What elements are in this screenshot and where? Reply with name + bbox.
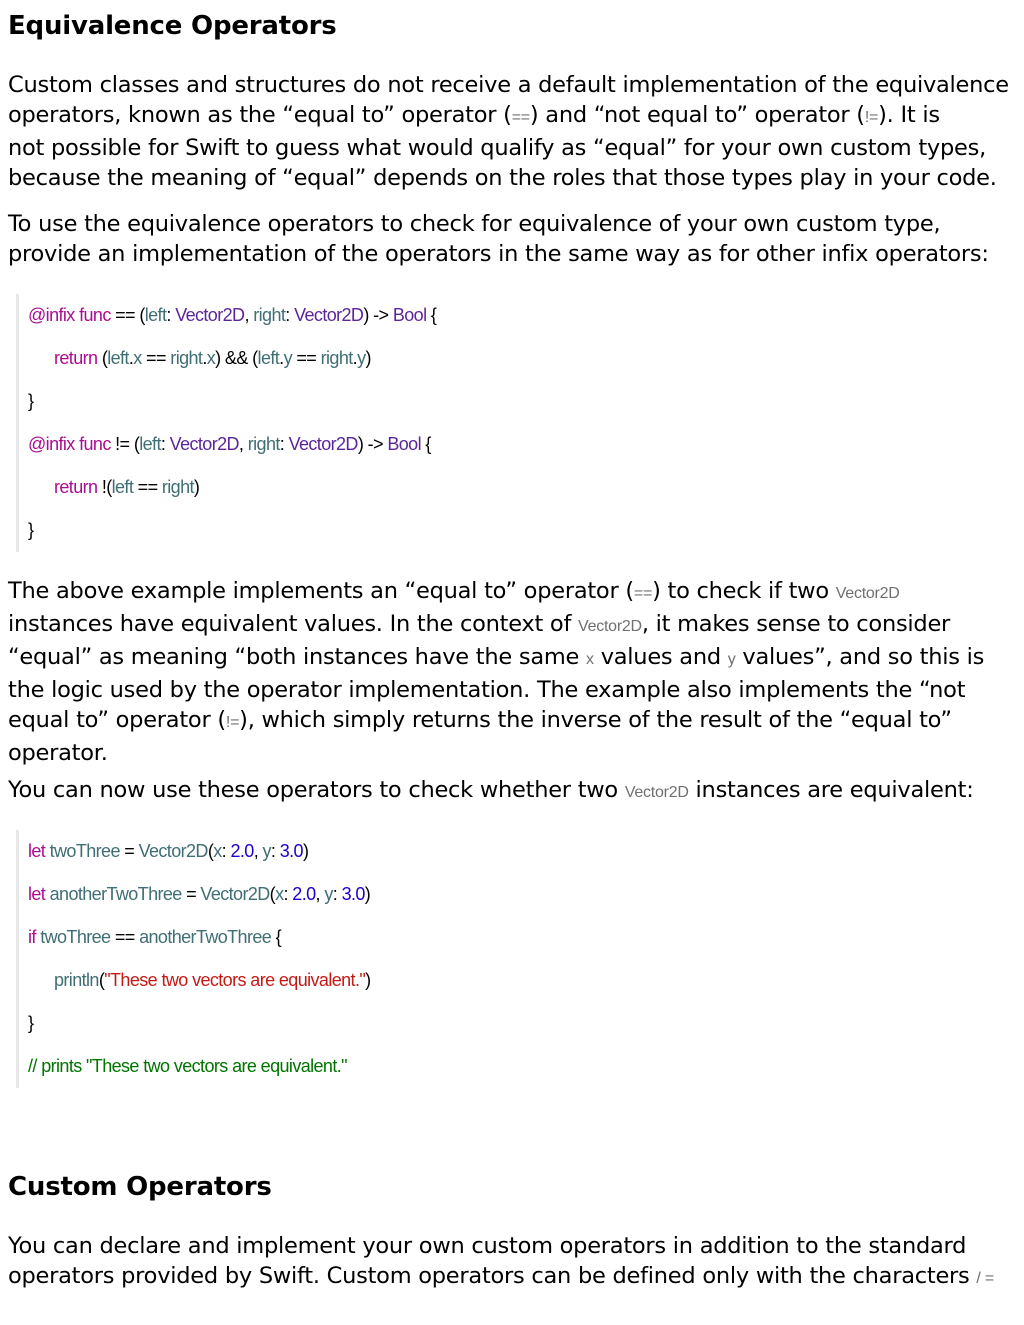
code-token: left: [144, 305, 167, 325]
code-token: ,: [244, 305, 254, 325]
code-token: func: [79, 434, 111, 454]
code-token: :: [270, 841, 280, 861]
text-run: values and: [593, 644, 728, 670]
code-token: twoThree: [35, 927, 111, 947]
text-run: ) and “not equal to” operator (: [529, 102, 865, 128]
code-line: [28, 959, 1008, 1002]
code-token: 3.0: [279, 841, 303, 861]
text-run: You can now use these operators to check whether two: [8, 777, 625, 803]
code-token: 3.0: [341, 884, 365, 904]
code-line: [28, 830, 1008, 873]
text-run: Custom classes and structures do not receive a default implementation of the equivalence: [8, 72, 1009, 98]
code-token: @infix: [28, 434, 75, 454]
text-run: ). It is: [878, 102, 940, 128]
code-token: left: [257, 348, 280, 368]
inline-code: y: [727, 651, 736, 668]
code-line: [28, 423, 1008, 466]
inline-code: !=: [225, 714, 240, 731]
code-token: right: [253, 305, 286, 325]
code-token: right: [320, 348, 353, 368]
text-run: because the meaning of “equal” depends on the roles that those types play in your code.: [8, 165, 997, 191]
code-token: =: [181, 884, 201, 904]
code-token: {: [271, 927, 282, 947]
code-token: !(: [97, 477, 112, 497]
text-run: operators, known as the “equal to” operator (: [8, 102, 512, 128]
code-block-operators: [16, 294, 1008, 552]
code-token: ,: [315, 884, 325, 904]
code-token: .: [202, 348, 207, 368]
code-token: y: [283, 348, 292, 368]
code-token: x: [133, 348, 142, 368]
code-token: ,: [238, 434, 248, 454]
code-token: Vector2D: [175, 305, 245, 325]
code-token: left: [111, 477, 134, 497]
equivalence-heading: Equivalence Operators: [8, 11, 337, 41]
code-token: :: [279, 434, 289, 454]
text-run: operator.: [8, 740, 108, 766]
inline-code: Vector2D: [835, 585, 900, 602]
equivalence-check-paragraph: [8, 775, 974, 808]
code-token: x: [275, 884, 284, 904]
text-run: not possible for Swift to guess what would qualify as “equal” for your own custom types,: [8, 135, 986, 161]
text-run: operators provided by Swift. Custom operators can be defined only with the characters: [8, 1263, 977, 1289]
inline-code: Vector2D: [624, 784, 689, 801]
inline-code: Vector2D: [578, 618, 642, 635]
code-token: (: [207, 841, 214, 861]
code-token: :: [332, 884, 342, 904]
code-line: [28, 873, 1008, 916]
code-token: {: [420, 434, 431, 454]
code-token: (: [97, 348, 108, 368]
equivalence-explanation-paragraph: [8, 576, 984, 768]
code-token: }: [28, 520, 34, 540]
inline-code: ==: [511, 109, 530, 126]
code-token: .: [279, 348, 284, 368]
code-token: ): [193, 477, 200, 497]
code-token: (: [98, 970, 105, 990]
code-token: ) ->: [363, 305, 393, 325]
text-run: To use the equivalence operators to check for equivalence of your own custom type,: [8, 211, 941, 237]
code-token: (: [269, 884, 276, 904]
text-run: the logic used by the operator implementation. The example also implements the “not: [8, 677, 966, 703]
code-token: left: [107, 348, 129, 368]
code-token: != (: [110, 434, 140, 454]
code-token: Vector2D: [200, 884, 270, 904]
text-run: , it makes sense to consider: [641, 611, 951, 637]
code-line: [28, 916, 1008, 959]
code-token: =: [119, 841, 139, 861]
code-line: [28, 509, 1008, 552]
text-run: “equal” as meaning “both instances have the same: [8, 644, 587, 670]
code-token: right: [170, 348, 203, 368]
code-token: ==: [291, 348, 321, 368]
code-token: .: [352, 348, 358, 368]
code-token: Vector2D: [294, 305, 364, 325]
code-token: @infix: [28, 305, 75, 325]
code-token: Bool: [392, 305, 427, 325]
text-run: instances are equivalent:: [688, 777, 974, 803]
code-token: :: [283, 884, 293, 904]
custom-operators-heading: Custom Operators: [8, 1172, 272, 1202]
text-run: instances have equivalent values. In the context of: [8, 611, 579, 637]
code-token: .: [128, 348, 134, 368]
code-token: Vector2D: [138, 841, 208, 861]
code-token: 2.0: [292, 884, 316, 904]
code-line: [28, 380, 1008, 423]
code-line: [28, 466, 1008, 509]
code-token: :: [166, 305, 176, 325]
code-token: Vector2D: [169, 434, 239, 454]
code-token: left: [139, 434, 161, 454]
code-token: func: [79, 305, 111, 325]
code-token: Bool: [387, 434, 421, 454]
equivalence-usage-paragraph: [8, 209, 989, 269]
code-token: let: [28, 841, 46, 861]
inline-code: !=: [864, 109, 879, 126]
code-token: y: [262, 841, 271, 861]
code-token: ==: [141, 348, 171, 368]
code-line: [28, 294, 1008, 337]
code-token: x: [206, 348, 216, 368]
code-token: right: [247, 434, 280, 454]
code-token: }: [28, 391, 34, 411]
code-token: ): [365, 970, 371, 990]
code-token: return: [54, 348, 98, 368]
equivalence-intro-paragraph: [8, 70, 1009, 193]
code-token: }: [28, 1013, 34, 1033]
code-token: 2.0: [230, 841, 254, 861]
code-comment: // prints "These two vectors are equivalent.": [28, 1056, 347, 1076]
inline-code: ==: [633, 585, 653, 602]
code-token: ) && (: [215, 348, 258, 368]
text-run: The above example implements an “equal to” operator (: [8, 578, 634, 604]
code-token: let: [28, 884, 46, 904]
code-token: if: [28, 927, 36, 947]
custom-operators-paragraph: [8, 1231, 994, 1294]
code-token: {: [426, 305, 437, 325]
text-run: You can declare and implement your own custom operators in addition to the standard: [8, 1233, 967, 1259]
code-line: [28, 337, 1008, 380]
code-block-usage: [16, 830, 1008, 1088]
code-token: :: [160, 434, 170, 454]
code-token: anotherTwoThree: [45, 884, 182, 904]
code-token: ): [365, 348, 371, 368]
code-token: twoThree: [45, 841, 120, 861]
code-token: :: [285, 305, 295, 325]
code-token: == (: [110, 305, 145, 325]
code-token: ) ->: [357, 434, 388, 454]
text-run: ), which simply returns the inverse of the result of the “equal to”: [239, 707, 952, 733]
code-token: return: [54, 477, 98, 497]
inline-code: x: [586, 651, 594, 668]
text-run: equal to” operator (: [8, 707, 226, 733]
text-run: values”, and so this is: [735, 644, 985, 670]
text-run: provide an implementation of the operators in the same way as for other infix operators:: [8, 241, 989, 267]
code-token: ==: [133, 477, 162, 497]
code-token: x: [213, 841, 222, 861]
code-token: Vector2D: [288, 434, 358, 454]
code-token: "These two vectors are equivalent.": [104, 970, 366, 990]
code-token: ==: [110, 927, 140, 947]
code-token: println: [54, 970, 99, 990]
code-line: [28, 1045, 1008, 1088]
code-line: [28, 1002, 1008, 1045]
code-token: y: [324, 884, 333, 904]
code-token: :: [221, 841, 231, 861]
code-token: ): [364, 884, 371, 904]
code-token: right: [161, 477, 194, 497]
code-token: anotherTwoThree: [139, 927, 272, 947]
inline-code: / =: [976, 1270, 994, 1287]
code-token: ,: [253, 841, 263, 861]
code-token: ): [302, 841, 309, 861]
code-token: y: [357, 348, 366, 368]
text-run: ) to check if two: [652, 578, 836, 604]
